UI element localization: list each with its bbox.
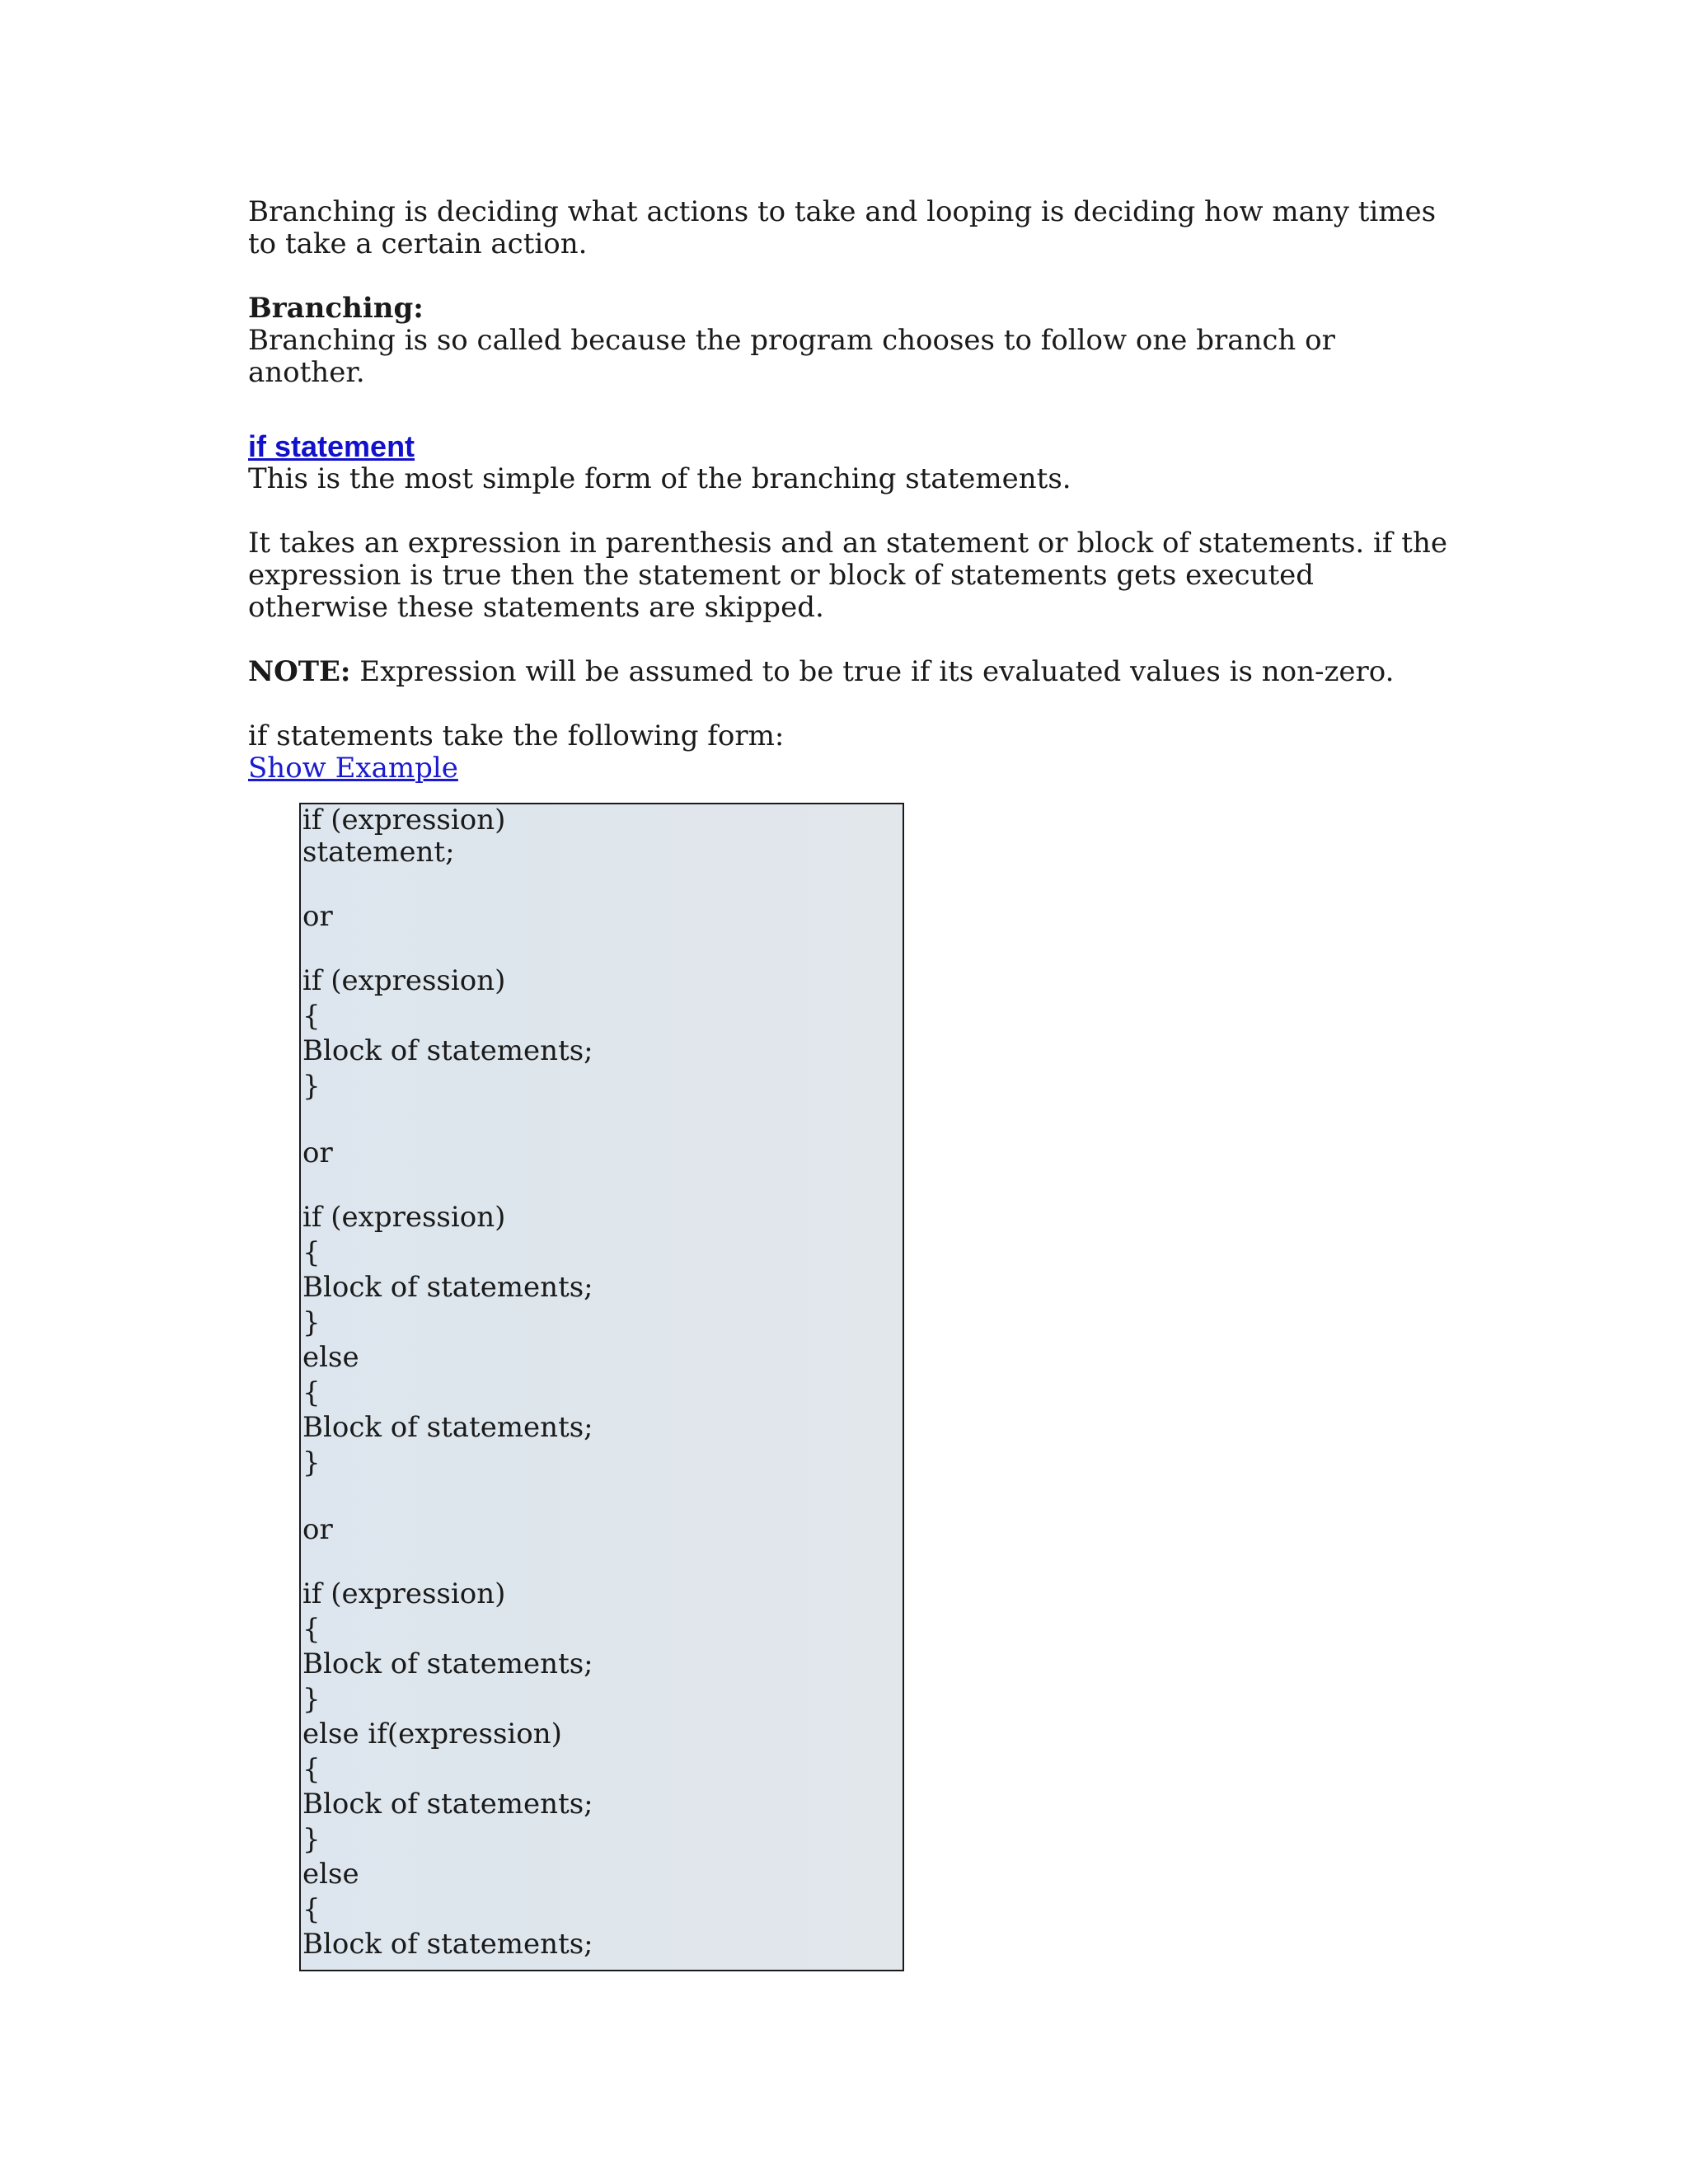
code-line: } xyxy=(302,1070,321,1103)
if-statement-section xyxy=(248,430,1451,785)
branching-heading: Branching: xyxy=(248,292,424,325)
code-line: if (expression) xyxy=(302,804,506,837)
code-line: { xyxy=(302,1000,321,1033)
if-statement-link[interactable]: if statement xyxy=(248,429,415,463)
code-line: or xyxy=(302,1513,333,1546)
document-body xyxy=(248,196,1451,785)
code-line: else xyxy=(302,1858,359,1891)
code-line: } xyxy=(302,1446,321,1479)
form-intro: if statements take the following form: xyxy=(248,719,785,752)
if-statement-description: This is the most simple form of the branching statements. xyxy=(248,462,1071,495)
code-example-box xyxy=(299,803,904,1971)
code-line: Block of statements; xyxy=(302,1928,593,1961)
branching-section xyxy=(248,293,1451,389)
code-line: if (expression) xyxy=(302,964,506,997)
note-text: Expression will be assumed to be true if its evaluated values is non-zero. xyxy=(350,655,1395,688)
code-line: or xyxy=(302,1137,333,1169)
show-example-link[interactable]: Show Example xyxy=(248,752,458,785)
code-line xyxy=(301,869,903,901)
code-line: { xyxy=(302,1893,321,1926)
intro-paragraph: Branching is deciding what actions to take and looping is deciding how many times to take a certain action. xyxy=(248,195,1437,260)
code-line xyxy=(301,933,903,965)
note-paragraph xyxy=(248,656,1451,688)
code-line: or xyxy=(302,900,333,933)
code-line xyxy=(301,1546,903,1578)
note-label: NOTE: xyxy=(248,655,351,688)
code-line: else xyxy=(302,1341,359,1374)
code-line: } xyxy=(302,1683,321,1716)
code-line: statement; xyxy=(302,836,455,869)
code-line: } xyxy=(302,1306,321,1339)
code-line: if (expression) xyxy=(302,1577,506,1610)
code-line: Block of statements; xyxy=(302,1411,593,1444)
code-line: Block of statements; xyxy=(302,1271,593,1304)
code-line: } xyxy=(302,1823,321,1856)
code-line: { xyxy=(302,1753,321,1786)
code-line: Block of statements; xyxy=(302,1647,593,1680)
code-line: { xyxy=(302,1236,321,1269)
code-line xyxy=(301,1482,903,1514)
code-line: else if(expression) xyxy=(302,1718,562,1750)
code-line xyxy=(301,1169,903,1202)
code-line xyxy=(301,1105,903,1137)
code-line: Block of statements; xyxy=(302,1788,593,1821)
branching-text: Branching is so called because the program chooses to follow one branch or another. xyxy=(248,324,1335,389)
code-line: Block of statements; xyxy=(302,1034,593,1067)
code-line: { xyxy=(302,1376,321,1409)
if-statement-detail: It takes an expression in parenthesis and an statement or block of statements. if the expression is true then the statement or block of statements gets executed otherwise these statements are skipped. xyxy=(248,527,1447,624)
code-line: if (expression) xyxy=(302,1201,506,1234)
code-line: { xyxy=(302,1613,321,1646)
